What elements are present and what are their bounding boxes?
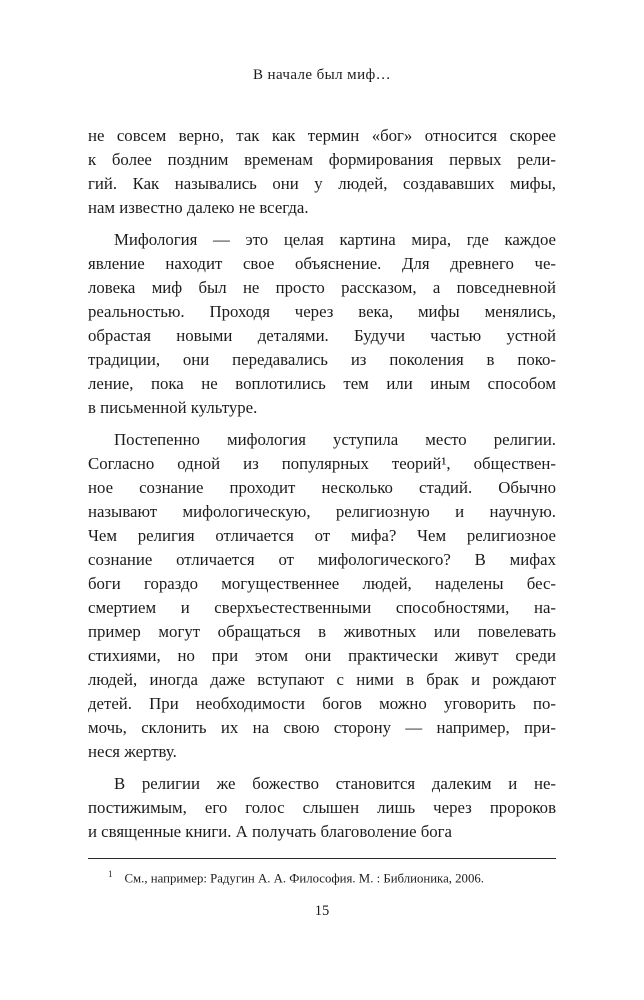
text-line: мочь, склонить их на свою сторону — например, при- [88,718,556,737]
paragraph [88,428,556,764]
text-line: постижимым, его голос слышен лишь через пророков [88,798,556,817]
text-line: детей. При необходимости богов можно уговорить по- [88,694,556,713]
text-line: смертием и сверхъестественными способностями, на- [88,598,556,617]
text-line: ление, пока не воплотились тем или иным способом [88,374,556,393]
text-line: стихиями, но при этом они практически живут среди [88,646,556,665]
text-line: людей, иногда даже вступают с ними в брак и рождают [88,670,556,689]
page-number: 15 [314,903,330,919]
text-line: не совсем верно, так как термин «бог» относится скорее [88,126,556,145]
text-line: пример могут обращаться в животных или повелевать [88,622,556,641]
text-line: Постепенно мифология уступила место религии. [114,430,556,449]
text-line: явление находит свое объяснение. Для древнего че- [88,254,556,273]
text-line: нам известно далеко не всегда. [88,198,309,217]
text-line: и священные книги. А получать благоволение бога [88,822,452,841]
footnote-text: См., например: Радугин А. А. Философия. М. : Библионика, 2006. [124,871,484,886]
text-line: реальностью. Проходя через века, мифы менялись, [88,302,556,321]
running-header: В начале был миф… [252,67,392,83]
paragraph [88,124,556,220]
text-line: Мифология — это целая картина мира, где каждое [114,230,556,249]
body-text [88,124,556,844]
text-line: В религии же божество становится далеким и не- [114,774,556,793]
text-line: к более поздним временам формирования первых рели- [88,150,556,169]
text-line: неся жертву. [88,742,177,761]
text-line: гий. Как назывались они у людей, создававших мифы, [88,174,556,193]
footnote [88,866,556,887]
text-line: ное сознание проходит несколько стадий. Обычно [88,478,556,497]
text-line: традиции, они передавались из поколения в поко- [88,350,556,369]
text-line: обрастая новыми деталями. Будучи частью устной [88,326,556,345]
text-line: Согласно одной из популярных теорий¹, обществен- [88,454,556,473]
text-line: называют мифологическую, религиозную и научную. [88,502,556,521]
text-line: в письменной культуре. [88,398,258,417]
text-line: боги гораздо могущественнее людей, наделены бес- [88,574,556,593]
footnote-marker: 1 [108,869,113,879]
paragraph [88,772,556,844]
text-line: сознание отличается от мифологического? В мифах [88,550,556,569]
text-line: Чем религия отличается от мифа? Чем религиозное [88,526,556,545]
text-line: ловека миф был не просто рассказом, а повседневной [88,278,556,297]
footnote-separator [88,858,556,859]
paragraph [88,228,556,420]
